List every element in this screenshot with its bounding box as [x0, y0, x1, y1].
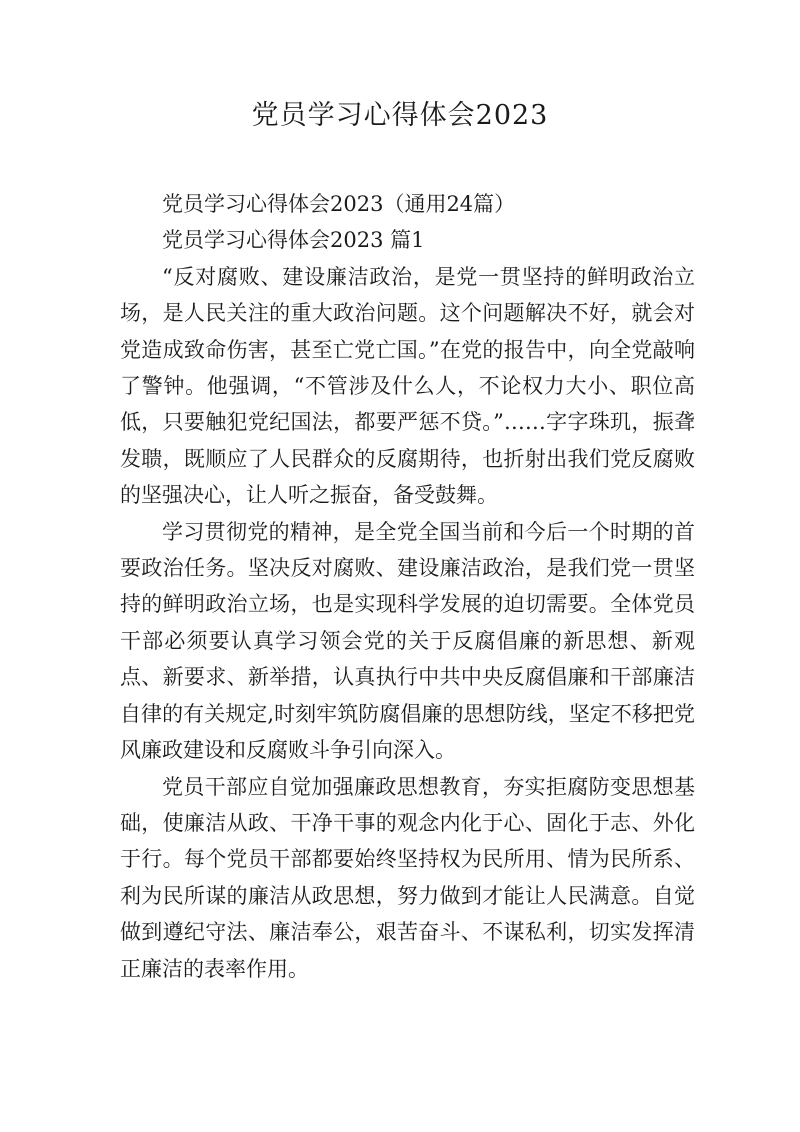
document-body: [120, 186, 695, 987]
paragraph-3: 党员干部应自觉加强廉政思想教育，夯实拒腐防变思想基础，使廉洁从政、干净干事的观念内化于心、固化于志、外化于行。每个党员干部都要始终坚持权为民所用、情为民所系、利为民所谋的廉洁从政思想，努力做到才能让人民满意。自觉做到遵纪守法、廉洁奉公，艰苦奋斗、不谋私利，切实发挥清正廉洁的表率作用。: [120, 774, 695, 981]
section-heading: 党员学习心得体会2023 篇1: [162, 228, 425, 253]
paragraph-2: 学习贯彻党的精神，是全党全国当前和今后一个时期的首要政治任务。坚决反对腐败、建设廉洁政治，是我们党一贯坚持的鲜明政治立场，也是实现科学发展的迫切需要。全体党员干部必须要认真学习领会党的关于反腐倡廉的新思想、新观点、新要求、新举措，认真执行中共中央反腐倡廉和干部廉洁自律的有关规定,时刻牢筑防腐倡廉的思想防线，坚定不移把党风廉政建设和反腐败斗争引向深入。: [120, 519, 695, 763]
document-title: 党员学习心得体会2023: [251, 100, 549, 131]
document-subtitle: 党员学习心得体会2023（通用24篇）: [162, 192, 516, 216]
paragraph-1: “反对腐败、建设廉洁政治，是党一贯坚持的鲜明政治立场，是人民关注的重大政治问题。这个问题解决不好，就会对党造成致命伤害，甚至亡党亡国。”在党的报告中，向全党敲响了警钟。他强调，“不管涉及什么人，不论权力大小、职位高低，只要触犯党纪国法，都要严惩不贷。”……字字珠玑，振聋发聩，既顺应了人民群众的反腐期待，也折射出我们党反腐败的坚强决心，让人听之振奋，备受鼓舞。: [120, 264, 695, 508]
